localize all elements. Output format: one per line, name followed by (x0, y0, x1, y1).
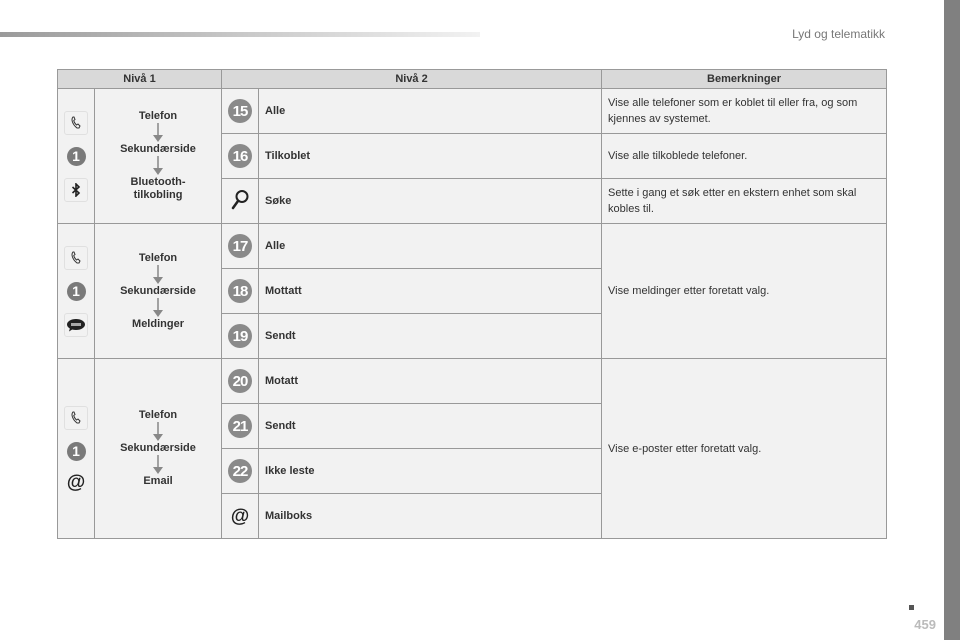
step-label: Telefon (138, 110, 178, 122)
step-label: Sekundærside (120, 442, 196, 454)
level1-icons (58, 359, 95, 539)
search-icon (230, 189, 250, 211)
level2-label: Alle (259, 89, 602, 134)
note-cell: Sette i gang et søk etter en ekstern enhet som skal kobles til. (602, 179, 887, 224)
table-header-row (58, 70, 887, 89)
badge-cell (222, 449, 259, 494)
step-badge: 17 (228, 234, 252, 258)
step-badge: 20 (228, 369, 252, 393)
note-cell: Vise e-poster etter foretatt valg. (602, 359, 887, 539)
note-cell: Vise alle tilkoblede telefoner. (602, 134, 887, 179)
level2-label: Tilkoblet (259, 134, 602, 179)
arrow-down-icon (152, 422, 164, 442)
step-label: Sekundærside (120, 284, 196, 297)
column-header-level2: Nivå 2 (222, 70, 602, 89)
level2-label: Sendt (259, 314, 602, 359)
step-label: Meldinger (132, 317, 184, 330)
phone-icon (64, 111, 88, 135)
step-label: Telefon (138, 409, 178, 421)
at-icon: @ (230, 505, 250, 527)
badge-cell (222, 269, 259, 314)
step-label: Telefon (138, 251, 178, 264)
side-strip (944, 0, 960, 640)
step-badge: 21 (228, 414, 252, 438)
level1-icons (58, 89, 95, 224)
badge-cell (222, 179, 259, 224)
level1-icons (58, 224, 95, 359)
level2-label: Sendt (259, 404, 602, 449)
step-label: Email (143, 475, 173, 487)
arrow-down-icon (152, 265, 164, 285)
arrow-down-icon (152, 156, 164, 176)
table-row (58, 224, 887, 269)
step-badge: 22 (228, 459, 252, 483)
level2-label: Mottatt (259, 269, 602, 314)
step-number-badge: 1 (67, 282, 86, 301)
phone-icon (64, 406, 88, 430)
badge-cell (222, 494, 259, 539)
level2-label: Ikke leste (259, 449, 602, 494)
bluetooth-icon (64, 178, 88, 202)
step-badge: 15 (228, 99, 252, 123)
page-number: 459 (914, 617, 936, 632)
level1-steps (95, 224, 222, 359)
phone-icon (64, 246, 88, 270)
arrow-down-icon (152, 298, 164, 318)
column-header-notes: Bemerkninger (602, 70, 887, 89)
table-row (58, 89, 887, 134)
sms-icon (64, 313, 88, 337)
step-number-badge: 1 (67, 147, 86, 166)
level1-steps (95, 89, 222, 224)
arrow-down-icon (152, 455, 164, 475)
note-cell: Vise alle telefoner som er koblet til eller fra, og som kjennes av systemet. (602, 89, 887, 134)
menu-table (57, 69, 887, 539)
note-cell: Vise meldinger etter foretatt valg. (602, 224, 887, 359)
step-badge: 19 (228, 324, 252, 348)
level2-label: Motatt (259, 359, 602, 404)
badge-cell (222, 359, 259, 404)
at-icon: @ (66, 471, 86, 493)
badge-cell (222, 89, 259, 134)
level2-label: Søke (259, 179, 602, 224)
step-badge: 16 (228, 144, 252, 168)
section-title: Lyd og telematikk (792, 27, 885, 41)
page-marker (909, 605, 914, 610)
badge-cell (222, 224, 259, 269)
level1-steps (95, 359, 222, 539)
step-label: Bluetooth- tilkobling (130, 176, 186, 201)
badge-cell (222, 314, 259, 359)
step-badge: 18 (228, 279, 252, 303)
top-gradient-bar (0, 32, 480, 37)
badge-cell (222, 134, 259, 179)
level2-label: Mailboks (259, 494, 602, 539)
arrow-down-icon (152, 123, 164, 143)
table-row (58, 359, 887, 404)
step-label: Sekundærside (120, 143, 196, 155)
step-number-badge: 1 (67, 442, 86, 461)
level2-label: Alle (259, 224, 602, 269)
column-header-level1: Nivå 1 (58, 70, 222, 89)
badge-cell (222, 404, 259, 449)
